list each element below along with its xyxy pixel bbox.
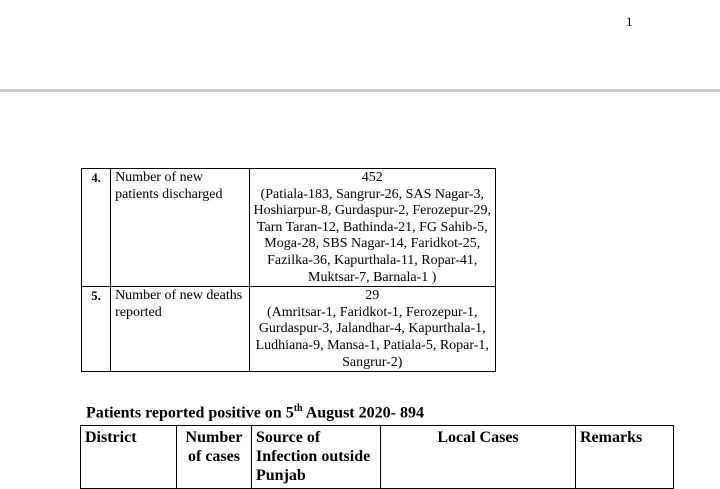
column-header-number: Number of cases [177, 426, 252, 489]
value-line: Fazilka-36, Kapurthala-11, Ropar-41, [267, 252, 478, 268]
value-line: Tarn Taran-12, Bathinda-21, FG Sahib-5, [256, 219, 488, 235]
value-line: Sangrur-2) [342, 354, 403, 370]
header-divider [0, 89, 720, 92]
table-row [82, 169, 496, 287]
value-line: Hoshiarpur-8, Gurdaspur-2, Ferozepur-29, [253, 203, 491, 219]
value-line: Gurdaspur-3, Jalandhar-4, Kapurthala-1, [258, 321, 486, 337]
table-row [82, 287, 496, 372]
column-header-district: District [81, 426, 177, 489]
heading-superscript: th [293, 403, 303, 414]
table-header-row [81, 426, 674, 489]
heading-text: Patients reported positive on 5 [86, 404, 294, 422]
page-number: 1 [626, 14, 633, 29]
row-label: Number of new deaths reported [111, 287, 249, 372]
statistics-table [81, 168, 496, 372]
value-line: 29 [365, 288, 380, 304]
row-label: Number of new patients discharged [111, 169, 249, 287]
row-value [249, 287, 496, 372]
value-line: (Amritsar-1, Faridkot-1, Ferozepur-1, [266, 304, 478, 320]
row-number: 4. [82, 169, 111, 287]
section-heading [86, 403, 424, 422]
column-header-local: Local Cases [381, 426, 576, 489]
value-line: Muktsar-7, Barnala-1 ) [308, 269, 437, 285]
value-line: (Patiala-183, Sangrur-26, SAS Nagar-3, [260, 186, 484, 202]
row-value [249, 169, 496, 287]
column-header-remarks: Remarks [576, 426, 674, 489]
value-line: Ludhiana-9, Mansa-1, Patiala-5, Ropar-1, [255, 337, 489, 353]
value-line: Moga-28, SBS Nagar-14, Faridkot-25, [264, 236, 481, 252]
row-number: 5. [82, 287, 111, 372]
heading-suffix: August 2020- 894 [302, 404, 424, 422]
column-header-source: Source of Infection outside Punjab [252, 426, 381, 489]
value-line: 452 [361, 170, 383, 185]
positive-cases-table [80, 425, 674, 489]
